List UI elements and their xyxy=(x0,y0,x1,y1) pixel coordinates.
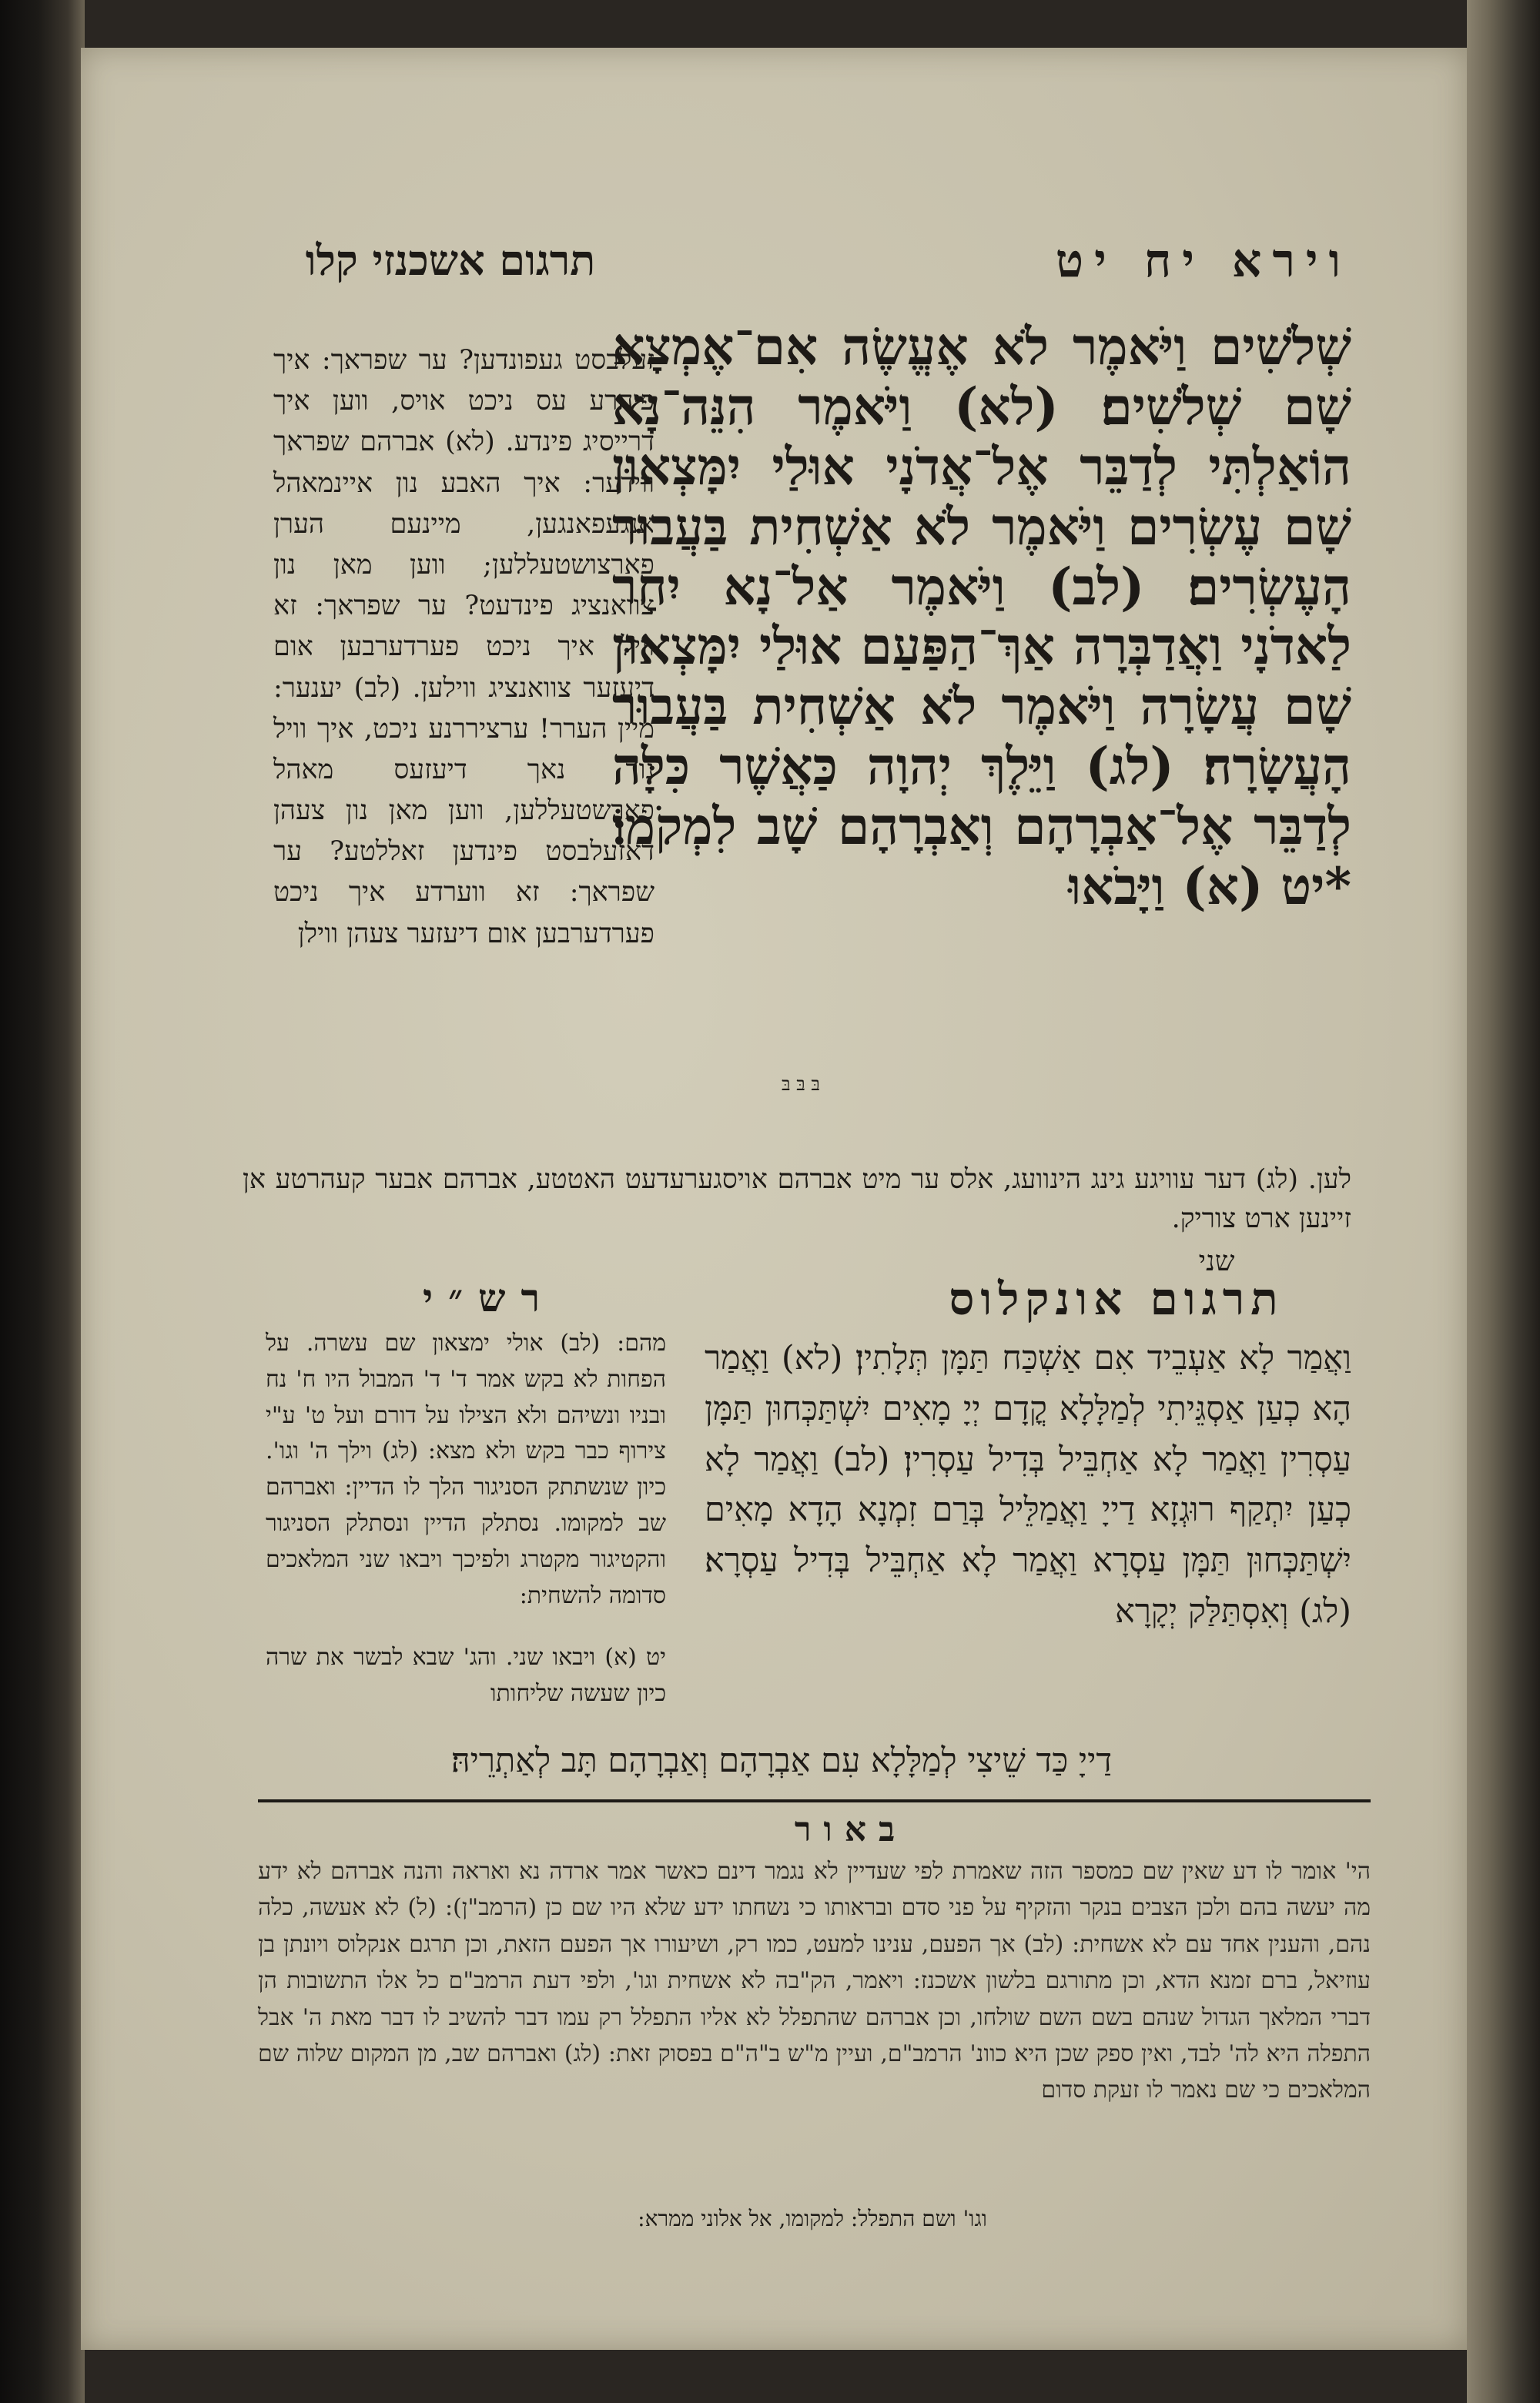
aliyah-marker: שני xyxy=(1198,1246,1235,1277)
onkelos-final-line: דַייָ כַּד שֵׁיצִי לְמַלָּלָא עִם אַבְרָהָם וְאַבְרָהָם תָּב לְאַתְרֵיהּ׃ xyxy=(450,1742,1113,1780)
book-page xyxy=(81,48,1467,2350)
book-binding-left xyxy=(0,0,85,2403)
book-page-edges-right xyxy=(1467,0,1540,2403)
biur-header: באור xyxy=(794,1810,908,1849)
section-divider xyxy=(258,1799,1371,1802)
verse-marks: בּ בּ בּ xyxy=(782,1073,820,1095)
yiddish-translation-continuation: לען. (לג) דער עוויגע גינג הינוועג, אלס ער מיט אברהם אויסגערעדעט האטטע, אברהם אבער קעהרטע אן זיינען ארט צוריק. xyxy=(243,1164,1351,1234)
onkelos-header: תרגום אונקלוס xyxy=(949,1273,1284,1325)
onkelos-text: וַאֲמַר לָא אַעְבֵיד אִם אַשְׁכַּח תַּמָּן תְּלָתִין׃ (לא) וַאֲמַר הָא כְעַן אַסְגֵּיתִי לְמַלָּלָא קֳדָם יְיָ מָאִים יִשְׁתַּכְּחוּן תַּמָּן עַסְרִין וַאֲמַר לָא אַחְבֵּיל בְּדִיל עַסְרִין׃ (לב) וַאֲמַר לָא כְעַן יִתְקַף רוּגְזָא דַייָ וַאֲמַלֵּיל בְּרַם זִמְנָא הָדָא מָאִים יִשְׁתַּכְּחוּן תַּמָּן עַסְרָא וַאֲמַר לָא אַחְבֵּיל בְּדִיל עַסְרָא׃ (לג) וְאִסְתַּלַּק יְקָרָא xyxy=(705,1339,1351,1631)
rashi-commentary-continuation: יט (א) ויבאו שני. והג' שבא לבשר את שרה כיון שעשה שליחותו xyxy=(266,1644,666,1707)
biur-final-line: וגו' ושם התפלל: למקומו, אל אלוני ממרא: xyxy=(638,2206,987,2231)
rashi-commentary-text: מהם: (לב) אולי ימצאון שם עשרה. על הפחות לא בקש אמר ד' ד' המבול היו ח' נח ובניו ונשיהם ולא הצילו על דורם ועל ט' ע"י צירוף כבר בקש ולא מצא: (לג) וילך ה' וגו'. כיון שנשתתק הסניגור הלך לו הדיין: ואברהם שב למקומו. נסתלק הדיין ונסתלק הסניגור והקטיגור מקטרג ולפיכך ויבאו שני המלאכים סדומה להשחית: xyxy=(266,1330,666,1609)
page-running-header: וירא יח יט xyxy=(1055,234,1351,288)
rashi-header: רש״י xyxy=(422,1275,556,1320)
biur-commentary-text: הי' אומר לו דע שאין שם כמספר הזה שאמרת לפי שעדיין לא נגמר דינם כאשר אמר ארדה נא ואראה והנה אברהם לא ידע מה יעשה בהם ולכן הצבים בנקר והזקיף על פני סדם ובראותו כי נשחתו ידע שלא היו שם כן (הרמב"ן): (ל) לא אעשה, כלה נהם, והענין אחד עם לא אשחית: (לב) אך הפעם, ענינו למעט, כמו רק, ושיעורו אך הפעם הזאת, וכן תרגם אנקלוס ויונתן בן עוזיאל, ברם זמנא הדא, וכן מתורגם בלשון אשכנז: ויאמר, הק"בה לא אשחית וגו', ולפי דעת הרמב"ם כל אלו התשובות הן דברי המלאך הגדול שנהם בשם השם שולחו, וכן אברהם שהתפלל לא אליו התפלל רק עמו דבר להשיב לו דבר מאת ה' אבל התפלה היא לה' לבד, ואין ספק שכן היא כוונ' הרמב"ם, ועיין מ"ש ב"ה"ם בפסוק זאת: (לג) ואברהם שב, מן המקום שלוה שם המלאכים כי שם נאמר לו זעקת סדום xyxy=(258,1858,1371,2104)
yiddish-translation-header: תרגום אשכנזי קלו xyxy=(305,236,596,285)
yiddish-translation-text: זעלבסט געפונדען? ער שפראך: איך פיהרע עס ניכט אויס, ווען איך דרייסיג פינדע. (לא) אברהם שפראך ווידער: איך האבע נון איינמאהל אנגעפאנגען, מיינעם הערן פארצושטעללען; ווען מאן נון צוואנציג פינדעט? ער שפראך: זא וויל איך ניכט פערדערבען אום דיעזער צוואנציג ווילען. (לב) יענער: מיין הערר! ערציררנע ניכט, איך וויל נור נאך דיעזעס מאהל פארשטעללען, ווען מאן נון צעהן דאזעלבסט פינדען זאללטע? ער שפראך: זא ווערדע איך ניכט פערדערבען אום דיעזער צעהן ווילן xyxy=(273,345,654,949)
torah-main-text: שְׁלֹשִׁים וַיֹּאמֶר לֹא אֶעֱשֶׂה אִם־אֶמְצָא שָׁם שְׁלֹשִׁים׃ (לא) וַיֹּאמֶר הִנֵּה־נָא הוֹאַלְתִּי לְדַבֵּר אֶל־אֲדֹנָי אוּלַי יִמָּצְאוּן שָׁם עֶשְׂרִים וַיֹּאמֶר לֹא אַשְׁחִית בַּעֲבוּר הָעֶשְׂרִים׃ (לב) וַיֹּאמֶר אַל־נָא יִחַר לַאדֹנָי וַאֲדַבְּרָה אַךְ־הַפַּעַם אוּלַי יִמָּצְאוּן שָׁם עֲשָׂרָה וַיֹּאמֶר לֹא אַשְׁחִית בַּעֲבוּר הָעֲשָׂרָה׃ (לג) וַיֵּלֶךְ יְהוָה כַּאֲשֶׁר כִּלָּה לְדַבֵּר אֶל־אַבְרָהָם וְאַבְרָהָם שָׁב לִמְקֹמוֹ׃ *יט (א) וַיָּבֹאוּ xyxy=(612,316,1351,916)
